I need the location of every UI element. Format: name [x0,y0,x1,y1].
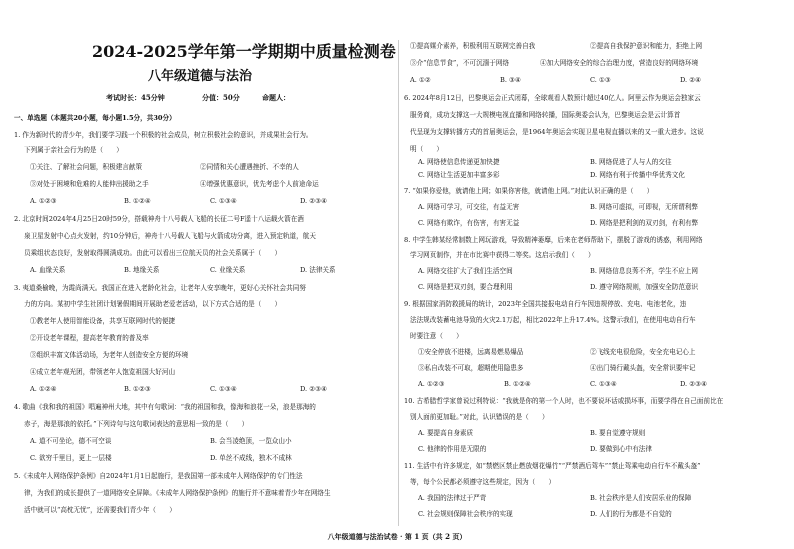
page-title: 2024-2025学年第一学期期中质量检测卷 [92,42,396,61]
q4-stem-1: 4. 歌曲《我和我的祖国》唱遍神州大地，其中有句歌词：“我的祖国和我，像海和浪花一朵，浪是那海的 [14,403,316,411]
q9-stem-1: 9. 根据国家消防救援局的统计，2023年全国共接报电动自行车因违规停放、充电、电池老化，违 [404,300,687,308]
q5-stem-3: 活中就可以“高枕无忧”，还需要我们青少年（ ） [24,506,176,514]
q8-choice-b[interactable]: B. 网络信息良莠不齐，学生不应上网 [590,267,698,275]
q9-stem-3: 时要注意（ ） [410,332,463,340]
section-heading: 一、单选题（本题共20小题，每小题1.5分，共30分） [14,114,176,122]
q5-opt: ④加大网络安全的综合治理力度，营造良好的网络环境 [540,59,699,67]
q11-stem-1: 11. 生活中有许多规定，如“禁燃区禁止燃放烟花爆竹”“严禁酒后驾车”“禁止驾乘电动自行车不戴头盔” [404,462,701,470]
q5-opt: ②提高自我保护意识和能力，拒绝上网 [590,42,703,50]
q3-opt: ①教老年人使用智能设备，共享互联网时代的便捷 [30,317,176,325]
q2-stem-3: 员乘组状态良好，发射取得圆满成功。由此可以看出三位航天员的社会关系属于（ ） [24,249,282,257]
page-subtitle: 八年级道德与法治 [148,69,253,84]
q7-choice-c[interactable]: C. 网络有欺诈，有伤害，有害无益 [418,219,520,227]
q3-opt: ④成立老年观光团，带领老年人饱览祖国大好河山 [30,368,176,376]
q1-opt: ③对处于困境和危难的人能伸出援助之手 [30,180,149,188]
q11-choice-c[interactable]: C. 社会规则保障社会秩序的实现 [418,510,513,518]
q6-stem-3: 代呈现为支撑转播方式的首届奥运会，是1964年奥运会实现卫星电视直播以来的又一重大进步。这说 [410,128,704,136]
q6-stem-4: 明（ ） [410,145,443,153]
column-divider [398,40,399,526]
q6-choice-b[interactable]: B. 网络促进了人与人的交往 [590,158,672,166]
q3-choice-b[interactable]: B. ①②③ [124,385,151,393]
q10-choice-c[interactable]: C. 他律的作用是无限的 [418,445,487,453]
q10-choice-b[interactable]: B. 要自觉遵守规则 [590,429,646,437]
q6-stem-1: 6. 2024年8月12日，巴黎奥运会正式闭幕，全球观看人数预计超过40亿人。阿里云作为奥运会独家云 [404,94,701,102]
q9-stem-2: 法法规改装蓄电池导致的火灾2.1万起，相比2022年上升17.4%。这警示我们，在使用电动自行车 [410,316,696,324]
exam-time: 考试时长：45分钟 [106,93,165,102]
q9-opt: ①安全停放不进楼，远离易燃易爆品 [418,348,524,356]
q4-choice-b[interactable]: B. 会当凌绝顶，一览众山小 [210,437,292,445]
q4-choice-a[interactable]: A. 道不可坐论，德不可空谈 [30,437,112,445]
q5-stem-2: 律，为我们的成长提供了一道网络安全屏障。《未成年人网络保护条例》的施行并不意味着青少年在网络生 [24,489,331,497]
q11-choice-b[interactable]: B. 社会秩序是人们安居乐业的保障 [590,494,692,502]
q10-stem-1: 10. 古希腊哲学家曾说过利特说：“我就是你的第一个人时，也不要说坏话或损坏事，而要学得在自己面前比在 [404,397,724,405]
q3-choice-d[interactable]: D. ②③④ [300,385,327,393]
q8-choice-a[interactable]: A. 网络交往扩大了我们生活空间 [418,267,513,275]
q8-choice-d[interactable]: D. 遵守网络规则，加强安全防范意识 [590,283,699,291]
q10-choice-a[interactable]: A. 要提高自身素质 [418,429,474,437]
q11-choice-d[interactable]: D. 人们的行为都是不自觉的 [590,510,672,518]
q2-choice-a[interactable]: A. 血缘关系 [30,266,66,274]
exam-proposer: 命题人： [262,93,290,102]
q6-choice-a[interactable]: A. 网络使信息传递更加快捷 [418,158,500,166]
page-footer: 八年级道德与法治试卷 · 第 1 页（共 2 页） [327,532,467,541]
q5-stem-1: 5.《未成年人网络保护条例》自2024年1月1日起施行，是我国第一部未成年人网络保护的专门性法 [14,472,303,480]
q2-stem-2: 泉卫星发射中心点火发射，约10分钟后，神舟十八号载人飞船与火箭成功分离，进入预定轨道，航天 [24,232,316,240]
exam-score: 分值：50分 [202,93,240,102]
q11-choice-a[interactable]: A. 我国的法律过于严苛 [418,494,487,502]
q3-choice-a[interactable]: A. ①②④ [30,385,57,393]
q2-stem-1: 2. 北京时间2024年4月25日20时59分，搭载神舟十八号载人飞船的长征二号F遥十八运载火箭在酒 [14,215,304,223]
q9-choice-b[interactable]: B. ①②④ [504,380,531,388]
q5-choice-d[interactable]: D. ②④ [680,76,702,84]
q3-choice-c[interactable]: C. ①③④ [210,385,237,393]
q9-opt: ④出门骑行戴头盔，安全常识要牢记 [590,364,696,372]
q4-choice-d[interactable]: D. 单丝不成线，独木不成林 [210,454,292,462]
q7-choice-b[interactable]: B. 网络可虚拟，可即视，无所谓利弊 [590,203,698,211]
q5-choice-b[interactable]: B. ③④ [500,76,521,84]
q7-stem: 7. “如果你爱他，就请他上网；如果你害他，就请他上网。”对此认识正确的是（ ） [404,187,654,195]
q5-choice-c[interactable]: C. ①③ [590,76,611,84]
q10-choice-d[interactable]: D. 要做到心中有法律 [590,445,652,453]
q9-choice-c[interactable]: C. ①③④ [590,380,617,388]
q1-choice-b[interactable]: B. ①②④ [124,197,151,205]
q5-opt: ③介“信息节食”，不可沉湎于网络 [410,59,510,67]
q9-opt: ③私自改装不可取，超期使用隐患多 [418,364,524,372]
q2-choice-d[interactable]: D. 法律关系 [300,266,336,274]
q6-choice-d[interactable]: D. 网络有利于传播中华优秀文化 [590,171,685,179]
q4-stem-2: 赤子，海是那浪的依托。”下列诗句与这句歌词表达的意思相一致的是（ ） [24,420,249,428]
q8-stem-1: 8. 中学生韩某经常制数上网玩游戏，导致精神萎靡，后来在老师帮助下，摆脱了游戏的诱惑，利用网络 [404,236,703,244]
q9-choice-d[interactable]: D. ②③④ [680,380,707,388]
q2-choice-b[interactable]: B. 地缘关系 [124,266,160,274]
q1-stem-1: 1. 作为新时代的青少年，我们要学习践一个积极的社会成员，树立积极社会的意识，并成果社会行为。 [14,131,313,139]
q3-opt: ③组织丰富文体活动场，为老年人创造安全方便的环境 [30,351,189,359]
q1-opt: ②同情和关心遭遇挫折、不幸的人 [200,163,299,171]
q5-choice-a[interactable]: A. ①② [410,76,431,84]
q1-choice-c[interactable]: C. ①③④ [210,197,237,205]
q3-opt: ②开设老年课程，提高老年教育的普及率 [30,334,149,342]
q7-choice-a[interactable]: A. 网络可学习，可交往，有益无害 [418,203,520,211]
q10-stem-2: 别人面前更加耻。”对此，认识错误的是（ ） [410,413,549,421]
q9-choice-a[interactable]: A. ①②③ [418,380,445,388]
q8-stem-2: 学习网页制作，并在市比赛中获得二等奖。这启示我们（ ） [410,251,595,259]
q1-stem-2: 下列属于亲社会行为的是（ ） [24,146,123,154]
q9-opt: ②飞线充电很危险，安全充电记心上 [590,348,696,356]
q1-choice-d[interactable]: D. ②③④ [300,197,327,205]
q3-stem-2: 力的方向。某初中学生社团计划暑假期间开展助老爱老活动，以下方式合适的是（ ） [24,300,282,308]
q6-stem-2: 服务商，成功支撑这一大规模电视直播和网络转播，国际奥委会认为，巴黎奥运会是云计算首 [410,111,681,119]
q1-choice-a[interactable]: A. ①②③ [30,197,57,205]
q1-opt: ④增强优惠意识，优先考虑个人前途命运 [200,180,319,188]
q3-stem-1: 3. 夷道桑榆晚，为霞尚满天。我国正在进入老龄化社会，让老年人安享晚年，更好心关怀社会共同努 [14,284,306,292]
q7-choice-d[interactable]: D. 网络是把利剑的双刃剑，有利有弊 [590,219,699,227]
q2-choice-c[interactable]: C. 业缘关系 [210,266,246,274]
q5-opt: ①提高媒介素养，积极利用互联网完善自我 [410,42,536,50]
q6-choice-c[interactable]: C. 网络让生活更加丰富多彩 [418,171,500,179]
q8-choice-c[interactable]: C. 网络是把双刃剑，要合理利用 [418,283,513,291]
q1-opt: ①关注、了解社会问题，积极建言献策 [30,163,143,171]
q11-stem-2: 等，每个公民都必须遵守这些规定，因为（ ） [410,478,556,486]
q4-choice-c[interactable]: C. 欲穷千里目，更上一层楼 [30,454,112,462]
